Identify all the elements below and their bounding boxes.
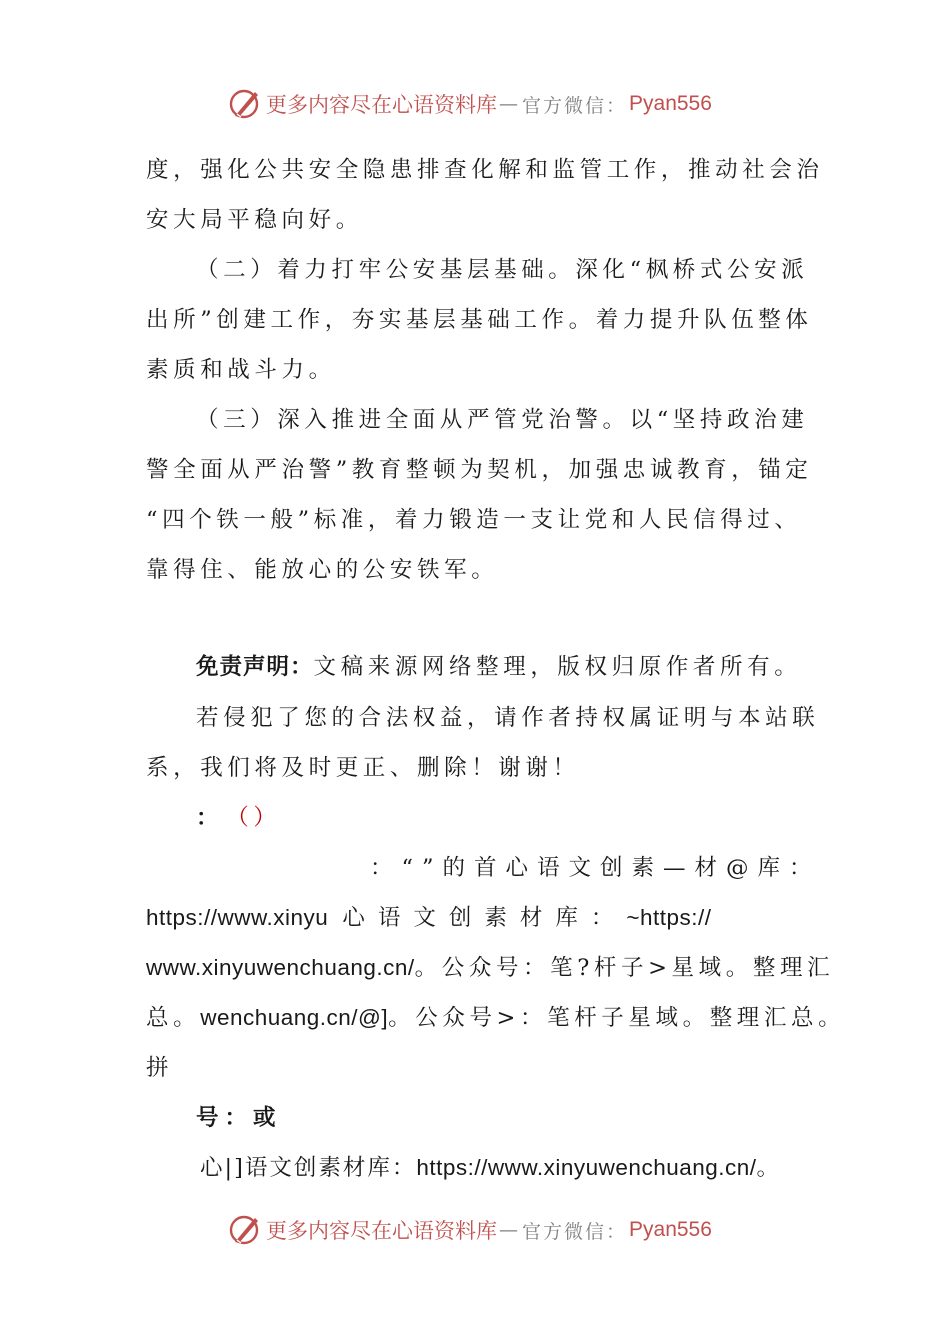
- misc-text-3: 。公众号：笔?杆子>星域。整理汇: [414, 955, 835, 981]
- misc-line-6: 号：或: [196, 1105, 282, 1131]
- misc-colon: ：: [196, 805, 220, 831]
- banner-wechat-id: Pyan556: [629, 1218, 712, 1241]
- banner-wechat-label: 官方微信：: [522, 94, 628, 117]
- disclaimer-line-2: 若侵犯了您的合法权益，请作者持权属证明与本站联: [196, 705, 820, 731]
- misc-pre-7: 心|]语文创素材库：: [200, 1155, 417, 1181]
- misc-line-1: ：“”的首心语文创素—材@库：: [370, 855, 821, 881]
- body-line-1: 度，强化公共安全隐患排查化解和监管工作，推动社会治: [146, 157, 824, 183]
- disclaimer-text-1: 文稿来源网络整理，版权归原作者所有。: [313, 654, 802, 680]
- misc-url-7: https://www.xinyuwenchuang.cn/: [416, 1155, 757, 1180]
- disclaimer-line-1: [196, 642, 876, 692]
- misc-pre-4: 总。: [146, 1005, 201, 1031]
- body-line-6: （三）深入推进全面从严管党治警。以“坚持政治建: [196, 407, 809, 433]
- misc-line-3: [146, 943, 835, 993]
- misc-line-7: [200, 1143, 880, 1193]
- banner-dash: —: [499, 93, 520, 115]
- misc-paren: （）: [237, 805, 281, 831]
- misc-url-1: https://www.xinyu: [146, 905, 329, 930]
- header-banner: [228, 84, 748, 124]
- disclaimer-label: 免责声明：: [196, 654, 314, 680]
- body-line-5: 素质和战斗力。: [146, 357, 336, 383]
- banner-site-text: 更多内容尽在心语资料库: [266, 93, 497, 117]
- quill-pen-logo-icon: [228, 87, 262, 121]
- body-line-2: 安大局平稳向好。: [146, 207, 363, 233]
- misc-text-4: 。公众号>：笔杆子星域。整理汇总。: [388, 1005, 846, 1031]
- disclaimer-line-3: 系，我们将及时更正、删除！谢谢！: [146, 755, 580, 781]
- footer-banner: [228, 1210, 748, 1250]
- banner-dash: —: [499, 1219, 520, 1241]
- misc-line-5: 拼: [146, 1055, 174, 1081]
- banner-site-text: 更多内容尽在心语资料库: [266, 1219, 497, 1243]
- misc-line-2: [146, 893, 826, 943]
- banner-wechat-label: 官方微信：: [522, 1220, 628, 1243]
- misc-line-4: [146, 993, 846, 1043]
- body-line-4: 出所”创建工作，夯实基层基础工作。着力提升队伍整体: [146, 307, 813, 333]
- body-line-7: 警全面从严治警”教育整顿为契机，加强忠诚教育，锚定: [146, 457, 813, 483]
- quill-pen-logo-icon: [228, 1213, 262, 1247]
- body-line-3: （二）着力打牢公安基层基础。深化“枫桥式公安派: [196, 257, 809, 283]
- body-line-9: 靠得住、能放心的公安铁军。: [146, 557, 499, 583]
- misc-line-colon: [196, 793, 876, 843]
- misc-post-7: 。: [756, 1155, 782, 1181]
- misc-url-2: ~https://: [626, 905, 712, 930]
- body-line-8: “四个铁一般”标准，着力锻造一支让党和人民信得过、: [146, 507, 802, 533]
- banner-wechat-id: Pyan556: [629, 92, 712, 115]
- misc-url-4: wenchuang.cn/@]: [200, 1005, 389, 1030]
- misc-url-3: www.xinyuwenchuang.cn/: [146, 955, 415, 980]
- misc-site-name: 心语文创素材库：: [342, 905, 627, 931]
